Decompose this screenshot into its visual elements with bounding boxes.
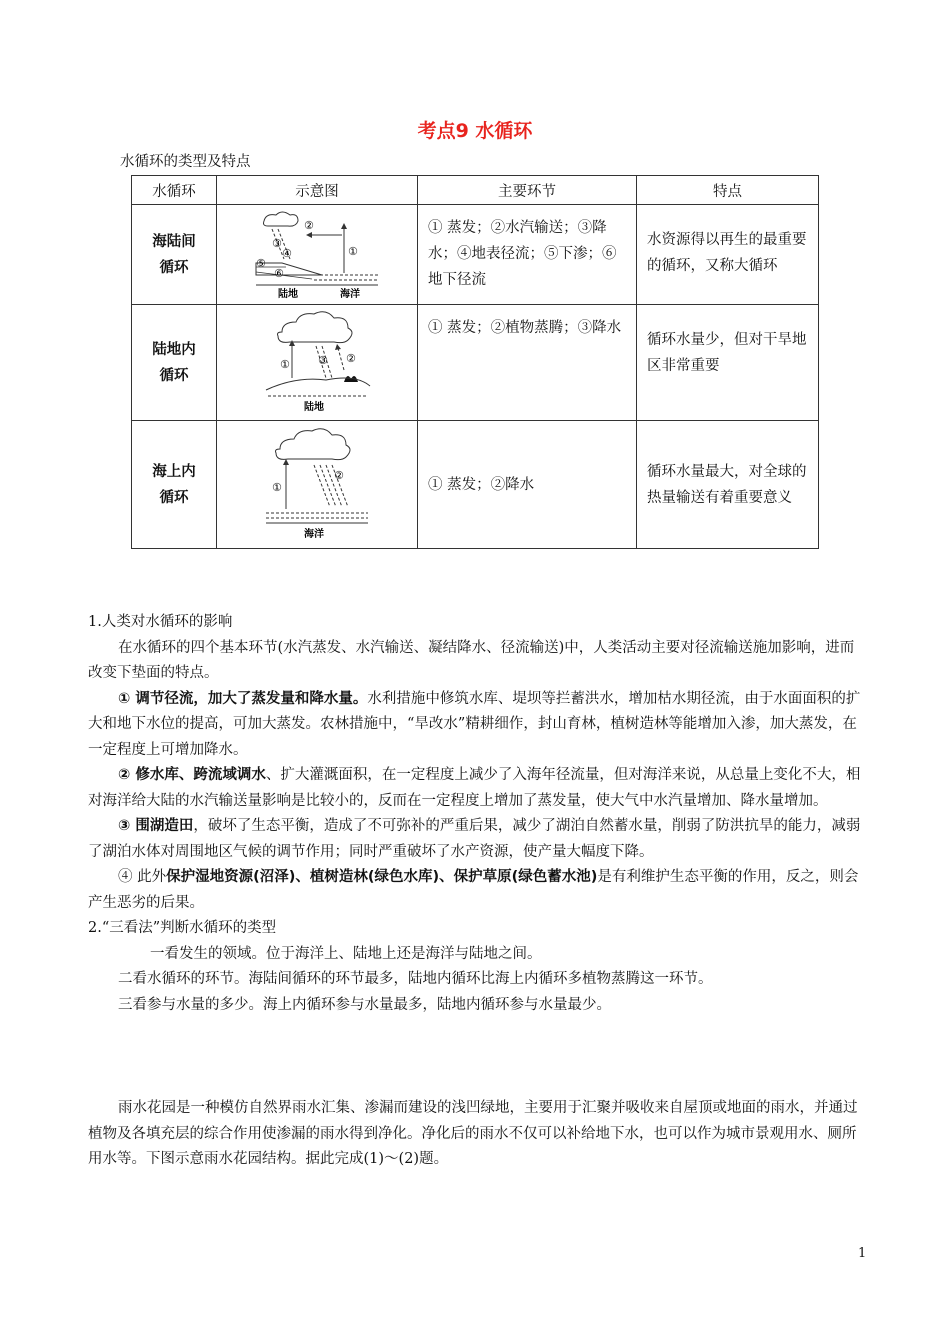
paragraph: ② 修水库、跨流域调水、扩大灌溉面积，在一定程度上减少了入海年径流量，但对海洋来说，从总量上变化不大，相对海洋给大陆的水汽输送量影响是比较小的，反而在一定程度上增加了蒸发量，使大气中水汽量增加、降水量增加。	[88, 767, 861, 809]
diagram-mark: ③	[318, 353, 328, 367]
table-header-row	[132, 176, 819, 205]
cycle-name: 海陆间 循环	[132, 205, 217, 305]
section-heading: 1.人类对水循环的影响	[88, 614, 233, 630]
section-human-impact	[88, 610, 866, 1018]
process-cell: ① 蒸发；②降水	[418, 421, 637, 549]
paragraph: ③ 围湖造田，破坏了生态平衡，造成了不可弥补的严重后果，减少了湖泊自然蓄水量，削弱了防洪抗旱的能力，减弱了湖泊水体对周围地区气候的调节作用；同时严重破坏了水产资源，使产量大幅度下降。	[88, 818, 861, 860]
process-cell: ① 蒸发；②水汽输送；③降水；④地表径流；⑤下渗；⑥地下径流	[418, 205, 637, 305]
header-cell: 特点	[637, 176, 819, 205]
sea-cycle-diagram	[262, 425, 372, 541]
diagram-mark: ⑥	[274, 266, 284, 280]
diagram-mark: ⑤	[256, 256, 266, 270]
cycle-name: 海上内 循环	[132, 421, 217, 549]
diagram-mark: ①	[272, 480, 282, 494]
process-cell: ① 蒸发；②植物蒸腾；③降水	[418, 305, 637, 421]
land-label: 陆地	[278, 288, 298, 299]
header-cell: 水循环	[132, 176, 217, 205]
diagram-cell	[217, 305, 418, 421]
table-caption: 水循环的类型及特点	[120, 154, 251, 170]
feature-cell: 循环水量最大，对全球的热量输送有着重要意义	[637, 421, 819, 549]
diagram-mark: ①	[280, 357, 290, 371]
page-title: 考点9 水循环	[417, 120, 533, 142]
table-row	[132, 305, 819, 421]
diagram-mark: ②	[334, 468, 344, 482]
paragraph: 在水循环的四个基本环节(水汽蒸发、水汽输送、凝结降水、径流输送)中，人类活动主要对径流输送施加影响，进而改变下垫面的特点。	[88, 639, 855, 681]
table-row	[132, 205, 819, 305]
feature-cell: 水资源得以再生的最重要的循环，又称大循环	[637, 205, 819, 305]
diagram-mark: ②	[346, 351, 356, 365]
feature-cell: 循环水量少，但对干旱地区非常重要	[637, 305, 819, 421]
diagram-mark: ③	[272, 236, 282, 250]
diagram-mark: ①	[348, 244, 358, 258]
land-cycle-diagram	[262, 308, 372, 414]
diagram-cell	[217, 205, 418, 305]
diagram-cell	[217, 421, 418, 549]
sea-label: 海洋	[340, 288, 360, 299]
page-number: 1	[858, 1246, 867, 1261]
paragraph: 一看发生的领域。位于海洋上、陆地上还是海洋与陆地之间。	[150, 945, 542, 962]
sea-label: 海洋	[304, 528, 324, 540]
paragraph: 三看参与水量的多少。海上内循环参与水量最多，陆地内循环参与水量最少。	[118, 996, 611, 1013]
land-label: 陆地	[304, 401, 324, 413]
diagram-mark: ②	[304, 218, 314, 232]
header-cell: 主要环节	[418, 176, 637, 205]
section-heading: 2.“三看法”判断水循环的类型	[88, 920, 277, 936]
rain-garden-paragraph: 雨水花园是一种模仿自然界雨水汇集、渗漏而建设的浅凹绿地，主要用于汇聚并吸收来自屋顶或地面的雨水，并通过植物及各填充层的综合作用使渗漏的雨水得到净化。净化后的雨水不仅可以补给地下水，也可以作为城市景观用水、厕所用水等。下图示意雨水花园结构。据此完成(1)～(2)题。	[88, 1100, 858, 1167]
water-cycle-table	[131, 175, 819, 549]
diagram-mark: ④	[282, 246, 292, 260]
header-cell: 示意图	[217, 176, 418, 205]
paragraph: ① 调节径流，加大了蒸发量和降水量。水利措施中修筑水库、堤坝等拦蓄洪水，增加枯水期径流，由于水面面积的扩大和地下水位的提高，可加大蒸发。农林措施中，“旱改水”精耕细作，封山育林，植树造林等能增加入渗，加大蒸发，在一定程度上可增加降水。	[88, 690, 861, 758]
paragraph: 二看水循环的环节。海陆间循环的环节最多，陆地内循环比海上内循环多植物蒸腾这一环节。	[118, 971, 713, 987]
table-row	[132, 421, 819, 549]
sea-land-cycle-diagram	[252, 207, 382, 299]
cycle-name: 陆地内 循环	[132, 305, 217, 421]
paragraph: ④ 此外保护湿地资源(沼泽)、植树造林(绿色水库)、保护草原(绿色蓄水池)是有利维护生态平衡的作用，反之，则会产生恶劣的后果。	[88, 869, 859, 911]
